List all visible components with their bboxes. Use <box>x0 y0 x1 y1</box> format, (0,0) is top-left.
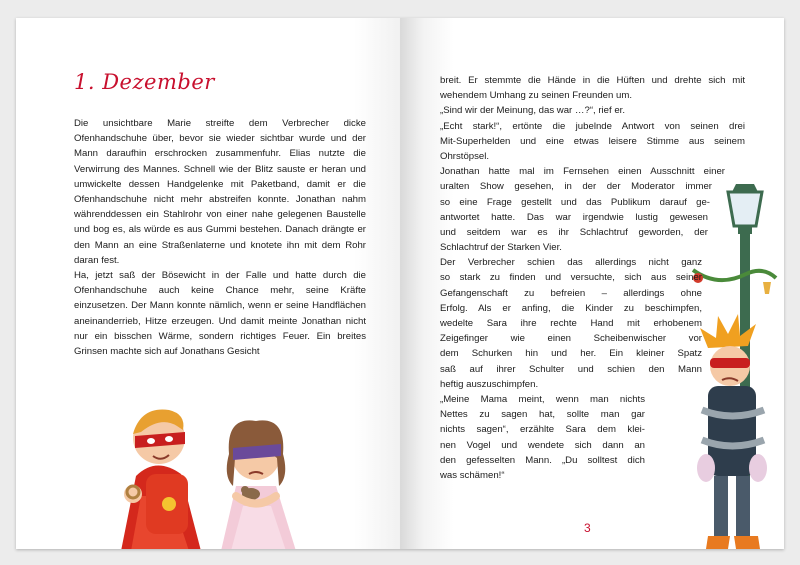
text-line: „Echt stark!“, ertönte die jubelnde Antwort von seinen drei <box>440 120 745 132</box>
text-line: Ohrstöpsel. <box>440 150 490 162</box>
text-line: wedelte Sara ihre rechte Hand mit erhobenem <box>440 318 702 329</box>
text-line: und seitdem war es ihr Schlachtruf geworden, der <box>440 226 708 238</box>
text-line: breit. Er stemmte die Hände in die Hüften und drehte sich mit <box>440 75 745 86</box>
text-line: Zeigefinger wie einen Scheibenwischer vor <box>440 333 702 345</box>
text-line: wehendem Umhang zu seinen Freunden um. <box>440 90 632 102</box>
paragraph: Ha, jetzt saß der Bösewicht in der Falle und hatte durch die Ofenhandschuhe auch keine Chance mehr, seine Kräfte einzusetzen. Der Mann konnte nämlich, wenn er seine Handflächen aneinanderrieb, Hitze erzeugen. Und damit meinte Jonathan nicht nur ein bisschen Wärme, sondern richtiges Feuer. Ein breites Grinsen machte sich auf Jonathans Gesicht <box>74 270 366 358</box>
right-page-text <box>440 73 745 483</box>
chapter-title: 1. Dezember <box>74 70 215 94</box>
paragraph: Die unsichtbare Marie streifte dem Verbrecher dicke Ofenhandschuhe über, bevor sie wieder sichtbar wurde und der Mann daraufhin erschrocken zusammenfuhr. Elias nutzte die Verwirrung des Mannes. Schnell wie der Blitz sauste er heran und umwickelte dessen Handgelenke mit Paketband, damit er die Ofenhandschuhe nicht mehr abstreifen konnte. Jonathan nahm währenddessen ein Stahlrohr von einer nahe gelegenen Baustelle und bog es, als würde es aus Gummi bestehen. Danach drängte er den Mann an eine Straßenlaterne und knotete ihn mit dem Rohr daran fest. <box>74 118 366 266</box>
text-line: Gefangenschaft zu befreien – allerdings ohne <box>440 287 702 299</box>
left-page <box>16 18 400 549</box>
text-line: was schämen!“ <box>440 469 505 481</box>
left-page-text <box>74 116 366 359</box>
text-line: „Meine Mama meint, wenn man nichts <box>440 393 645 405</box>
kids-superheroes-illustration <box>111 386 331 549</box>
text-line: den gefesselten Mann. „Du solltest dich <box>440 454 645 466</box>
text-line: heftig auszuschimpfen. <box>440 378 539 390</box>
page-number: 3 <box>584 521 591 535</box>
text-line: nen Vogel und wendete sich dann an <box>440 439 645 451</box>
text-line: Erfolg. Als er anfing, die Kinder zu beschimpfen, <box>440 302 702 314</box>
text-line: „Sind wir der Meinung, das war …?“, rief er. <box>440 105 626 117</box>
text-line: Der Verbrecher schien das allerdings nicht ganz <box>440 257 702 269</box>
right-page <box>400 18 784 549</box>
text-line: so stark zu finden und versuchte, sich aus seiner <box>440 272 702 284</box>
text-line: Schlachtruf der Starken Vier. <box>440 242 562 254</box>
text-line: antwortet hatte. Das war irgendwie lustig gewesen <box>440 211 708 223</box>
text-line: uralten Show gesehen, in der der Moderator immer <box>440 181 712 193</box>
book-spread <box>16 18 784 549</box>
text-line: dem Schurken hin und her. Ein kleiner Spatz <box>440 348 702 360</box>
text-line: saß auf ihrer Schulter und schien den Mann <box>440 363 702 375</box>
text-line: Jonathan hatte mal im Fernsehen einen Ausschnitt einer <box>440 166 725 178</box>
text-line: nichts sagen“, erzählte Sara dem klei- <box>440 424 645 436</box>
text-line: Mit-Superhelden und eine etwas leisere Stimme aus seinem <box>440 135 745 147</box>
text-line: so eine Frage gestellt und das Publikum darauf ge- <box>440 196 710 208</box>
text-line: Nettes zu sagen hat, sollte man gar <box>440 409 645 421</box>
